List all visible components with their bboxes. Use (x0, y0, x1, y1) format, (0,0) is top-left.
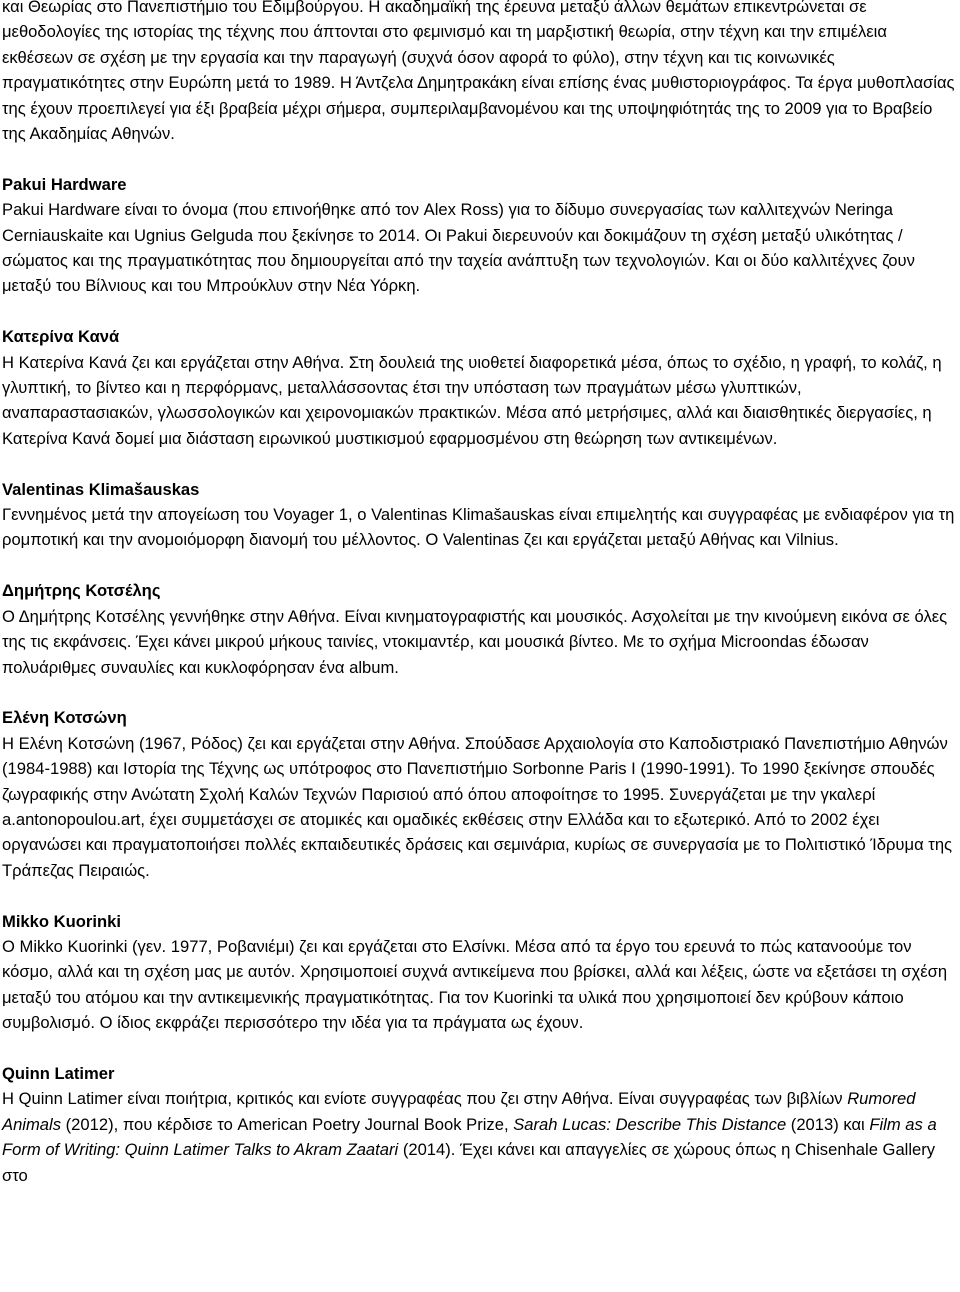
bio-text: Ο Mikko Kuorinki (γεν. 1977, Ροβανιέμι) ζει και εργάζεται στο Ελσίνκι. Μέσα από τα έργο του ερευνά το πώς κατανοούμε τον κόσμο, αλλά και τη σχέση μας με αυτόν. Χρησιμοποιεί συχνά αντικείμενα που βρίσκει, αλλά και λέξεις, ώστε να εξετάσει τη σχέση μεταξύ του ατόμου και την αντικειμενικής πραγματικότητας. Για τον Kuorinki τα υλικά που χρησιμοποιεί δεν κρύβουν κάποιο συμβολισμό. Ο ίδιος εκφράζει περισσότερο την ιδέα για τα πράγματα ως έχουν. (2, 936, 948, 1033)
bio-pakui-hardware (2, 172, 956, 299)
bio-text: Η Ελένη Κοτσώνη (1967, Ρόδος) ζει και εργάζεται στην Αθήνα. Σπούδασε Αρχαιολογία στο Καποδιστριακό Πανεπιστήμιο Αθηνών (1984-1988) και Ιστορία της Τέχνης ως υπότροφος στο Πανεπιστήμιο Sorbonne Paris I (1990-1991). Το 1990 ξεκίνησε σπουδές ζωγραφικής στην Ανώτατη Σχολή Καλών Τεχνών Παρισιού από όπου αποφοίτησε το 1995. Συνεργάζεται με την γκαλερί a.antonopoulou.art, έχει συμμετάσχει σε ατομικές και ομαδικές εκθέσεις στην Ελλάδα και το εξωτερικό. Από το 2002 έχει οργανώσει και πραγματοποιήσει πολλές εκπαιδευτικές δράσεις και σεμινάρια, κυρίως σε συνεργασία με το Πολιτιστικό Ίδρυμα της Τράπεζας Πειραιώς. (2, 733, 953, 880)
bio-text: (2014). Έχει κάνει και απαγγελίες σε χώρους όπως η Chisenhale Gallery στο (2, 1140, 936, 1185)
bio-mikko-kuorinki (2, 909, 956, 1036)
document-page (2, 0, 956, 1188)
bio-katerina-kana (2, 324, 956, 451)
bio-dimitris-kotselis (2, 578, 956, 680)
bio-heading: Κατερίνα Κανά (2, 327, 120, 347)
bio-text: Η Quinn Latimer είναι ποιήτρια, κριτικός και ενίοτε συγγραφέας που ζει στην Αθήνα. Είναι συγγραφέας των βιβλίων (2, 1089, 848, 1109)
bio-text: Γεννημένος μετά την απογείωση του Voyager 1, ο Valentinas Klimašauskas είναι επιμελητής και συγγραφέας με ενδιαφέρον για τη ρομποτική και την ανομοιόμορφη διανομή του μέλλοντος. Ο Valentinas ζει και εργάζεται μεταξύ Αθήνας και Vilnius. (2, 505, 955, 550)
bio-valentinas-klimasauskas (2, 477, 956, 553)
book-title: Sarah Lucas: Describe This Distance (513, 1114, 787, 1134)
bio-heading: Quinn Latimer (2, 1063, 115, 1083)
book-title: Film as a Form of Writing: Quinn Latimer Talks to Akram Zaatari (2, 1114, 937, 1160)
bio-heading: Ελένη Κοτσώνη (2, 708, 127, 728)
bio-text: Η Κατερίνα Κανά ζει και εργάζεται στην Αθήνα. Στη δουλειά της υιοθετεί διαφορετικά μέσα, όπως το σχέδιο, η γραφή, το κολάζ, η γλυπτική, το βίντεο και η περφόρμανς, μεταλλάσσοντας έτσι την υπόσταση των πραγμάτων μέσω γλυπτικών, αναπαραστασιακών, γλωσσολογικών και χειρονομιακών πρακτικών. Μέσα από μετρήσιμες, αλλά και διαισθητικές διεργασίες, η Κατερίνα Κανά δομεί μια διάσταση ειρωνικού μυστικισμού εφαρμοσμένου στη θεώρηση των αντικειμένων. (2, 352, 942, 448)
intro-paragraph: και Θεωρίας στο Πανεπιστήμιο του Εδιμβούργου. Η ακαδημαϊκή της έρευνα μεταξύ άλλων θεμάτων επικεντρώνεται σε μεθοδολογίες της ιστορίας της τέχνης που άπτονται στο φεμινισμό και τη μαρξιστική θεωρία, στην τέχνη και την επιμέλεια εκθέσεων σε σχέση με την εργασία και την παραγωγή (συχνά όσον αφορά το φύλο), στην τέχνη και τις κοινωνικές πραγματικότητες στην Ευρώπη μετά το 1989. Η Άντζελα Δημητρακάκη είναι επίσης ένας μυθιστοριογράφος. Τα έργα μυθοπλασίας της έχουν προεπιλεγεί για έξι βραβεία μέχρι σήμερα, συμπεριλαμβανομένου και της υποψηφιότητάς της το 2009 για το Βραβείο της Ακαδημίας Αθηνών. (2, 0, 955, 144)
bio-heading: Mikko Kuorinki (2, 911, 121, 931)
bio-text: Ο Δημήτρης Κοτσέλης γεννήθηκε στην Αθήνα. Είναι κινηματογραφιστής και μουσικός. Ασχολείται με την κινούμενη εικόνα σε όλες της τις εκφάνσεις. Έχει κάνει μικρού μήκους ταινίες, ντοκιμαντέρ, και μουσικά βίντεο. Με το σχήμα Microondas έδωσαν πολυάριθμες συναυλίες και κυκλοφόρησαν ένα album. (2, 606, 948, 677)
bio-text: Pakui Hardware είναι το όνομα (που επινοήθηκε από τον Alex Ross) για το δίδυμο συνεργασίας των καλλιτεχνών Neringa Cerniauskaite και Ugnius Gelguda που ξεκίνησε το 2014. Οι Pakui διερευνούν και δοκιμάζουν τη σχέση μεταξύ υλικότητας / σώματος και της πραγματικότητας που δημιουργείται από την ταχεία ανάπτυξη των τεχνολογιών. Και οι δύο καλλιτέχνες ζουν μεταξύ του Βίλνιους και του Μπρούκλυν στην Νέα Υόρκη. (2, 200, 915, 296)
bio-heading: Δημήτρης Κοτσέλης (2, 581, 161, 601)
book-title: Rumored Animals (2, 1089, 916, 1134)
bio-heading: Valentinas Klimašauskas (2, 479, 200, 499)
bio-heading: Pakui Hardware (2, 174, 127, 194)
bio-quinn-latimer (2, 1061, 956, 1188)
bio-eleni-kotsoni (2, 705, 956, 883)
bio-text: (2012), που κέρδισε το American Poetry Journal Book Prize, (61, 1114, 514, 1134)
bio-text: (2013) και (786, 1114, 870, 1134)
